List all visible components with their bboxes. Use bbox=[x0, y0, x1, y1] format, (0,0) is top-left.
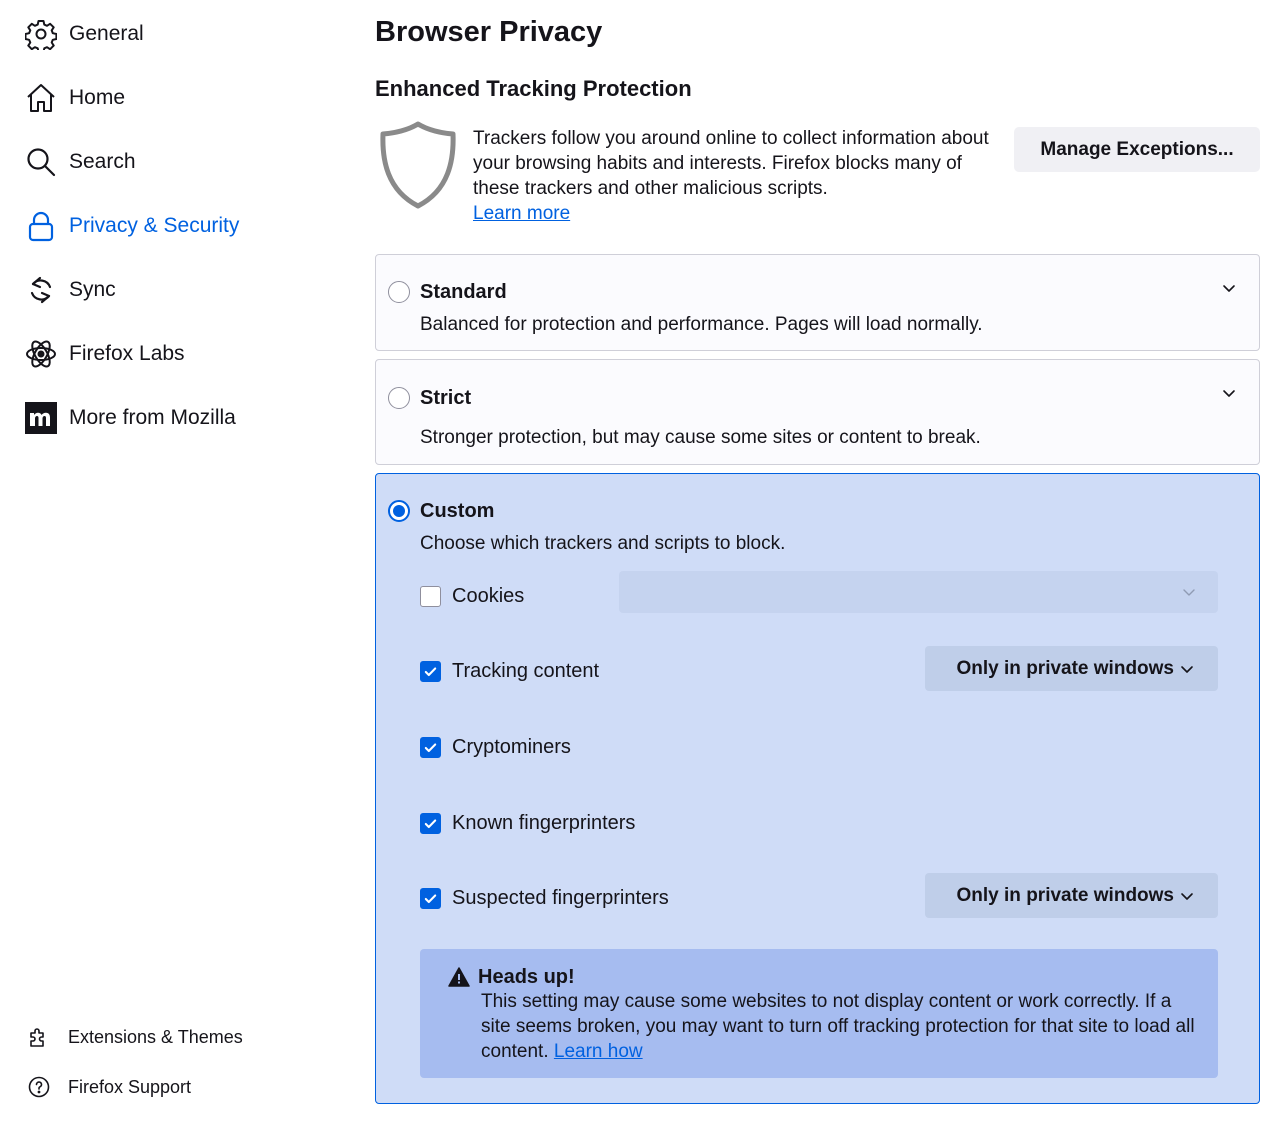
option-strict-card[interactable] bbox=[375, 359, 1260, 465]
chevron-down-icon bbox=[1180, 889, 1194, 903]
sidebar-item-label: Home bbox=[69, 86, 126, 109]
tracking-content-checkbox-row[interactable] bbox=[420, 656, 599, 686]
strict-title: Strict bbox=[420, 387, 472, 409]
chevron-down-icon bbox=[1182, 585, 1196, 599]
checkbox-label: Cryptominers bbox=[452, 735, 571, 758]
cookies-checkbox[interactable] bbox=[420, 586, 441, 607]
option-custom-card[interactable] bbox=[375, 473, 1260, 1104]
warning-icon bbox=[448, 966, 470, 988]
sidebar-item-label: Search bbox=[69, 150, 136, 173]
standard-description: Balanced for protection and performance. Pages will load normally. bbox=[420, 314, 983, 335]
sidebar-item-firefox-labs[interactable] bbox=[24, 334, 185, 374]
checkbox-label: Known fingerprinters bbox=[452, 811, 636, 834]
sidebar-item-search[interactable] bbox=[24, 142, 136, 182]
sidebar bbox=[0, 0, 330, 1130]
page-title: Browser Privacy bbox=[375, 16, 603, 48]
home-icon bbox=[24, 81, 58, 115]
etp-description-text: Trackers follow you around online to collect information about your browsing habits and interests. Firefox blocks many of these trackers and other malicious scripts. bbox=[473, 128, 989, 199]
section-title: Enhanced Tracking Protection bbox=[375, 76, 692, 101]
suspected-fingerprinters-checkbox-row[interactable] bbox=[420, 883, 669, 913]
checkmark-icon bbox=[423, 816, 438, 831]
standard-radio[interactable] bbox=[388, 281, 410, 303]
sidebar-item-sync[interactable] bbox=[24, 270, 116, 310]
sidebar-item-label: Sync bbox=[69, 278, 116, 301]
custom-radio[interactable] bbox=[388, 500, 410, 522]
checkmark-icon bbox=[423, 740, 438, 755]
warning-title: Heads up! bbox=[478, 966, 575, 988]
warning-text bbox=[481, 989, 1201, 1064]
cryptominers-checkbox[interactable] bbox=[420, 737, 441, 758]
checkbox-label: Suspected fingerprinters bbox=[452, 886, 669, 909]
learn-how-link[interactable]: Learn how bbox=[553, 1041, 643, 1062]
checkbox-label: Cookies bbox=[452, 584, 525, 607]
standard-title: Standard bbox=[420, 281, 507, 303]
dropdown-value: Only in private windows bbox=[956, 657, 1174, 679]
chevron-down-icon bbox=[1180, 662, 1194, 676]
shield-icon bbox=[377, 120, 459, 210]
chevron-down-icon[interactable] bbox=[1221, 385, 1237, 401]
help-icon bbox=[26, 1074, 52, 1100]
dropdown-value: Only in private windows bbox=[956, 884, 1174, 906]
warning-body: This setting may cause some websites to not display content or work correctly. If a site seems broken, you may want to turn off tracking protection for that site to load all content. bbox=[481, 991, 1195, 1062]
suspected-fingerprinters-checkbox[interactable] bbox=[420, 888, 441, 909]
heads-up-warning bbox=[420, 949, 1218, 1078]
sidebar-item-privacy-security[interactable] bbox=[24, 206, 239, 246]
mozilla-logo-icon bbox=[24, 401, 58, 435]
checkbox-label: Tracking content bbox=[452, 659, 600, 682]
strict-radio[interactable] bbox=[388, 387, 410, 409]
cryptominers-checkbox-row[interactable] bbox=[420, 732, 571, 762]
sidebar-footer-firefox-support[interactable] bbox=[26, 1071, 191, 1103]
tracking-content-checkbox[interactable] bbox=[420, 661, 441, 682]
atom-icon bbox=[24, 337, 58, 371]
sidebar-footer-label: Extensions & Themes bbox=[68, 1026, 243, 1047]
learn-more-link[interactable]: Learn more bbox=[473, 203, 571, 224]
sidebar-footer-label: Firefox Support bbox=[68, 1076, 192, 1097]
suspected-fingerprinters-dropdown[interactable] bbox=[925, 873, 1218, 918]
strict-description: Stronger protection, but may cause some sites or content to break. bbox=[420, 427, 981, 448]
custom-description: Choose which trackers and scripts to block. bbox=[420, 533, 786, 554]
known-fingerprinters-checkbox[interactable] bbox=[420, 813, 441, 834]
checkmark-icon bbox=[423, 891, 438, 906]
sidebar-item-home[interactable] bbox=[24, 78, 125, 118]
puzzle-icon bbox=[26, 1024, 52, 1050]
sidebar-item-label: More from Mozilla bbox=[69, 406, 236, 429]
tracking-content-dropdown[interactable] bbox=[925, 646, 1218, 691]
manage-exceptions-button[interactable]: Manage Exceptions... bbox=[1014, 127, 1260, 172]
custom-title: Custom bbox=[420, 500, 495, 522]
chevron-down-icon[interactable] bbox=[1221, 280, 1237, 296]
sidebar-item-label: Privacy & Security bbox=[69, 214, 240, 237]
known-fingerprinters-checkbox-row[interactable] bbox=[420, 808, 635, 838]
gear-icon bbox=[24, 17, 58, 51]
cookies-dropdown[interactable] bbox=[619, 571, 1218, 613]
sync-icon bbox=[24, 273, 58, 307]
option-standard-card[interactable] bbox=[375, 254, 1260, 351]
sidebar-item-more-from-mozilla[interactable] bbox=[24, 398, 236, 438]
etp-description bbox=[473, 126, 993, 226]
sidebar-footer-extensions-themes[interactable] bbox=[26, 1021, 243, 1053]
sidebar-item-label: Firefox Labs bbox=[69, 342, 185, 365]
cookies-checkbox-row[interactable] bbox=[420, 581, 524, 611]
search-icon bbox=[24, 145, 58, 179]
checkmark-icon bbox=[423, 664, 438, 679]
sidebar-item-general[interactable] bbox=[24, 14, 144, 54]
lock-icon bbox=[24, 209, 58, 243]
sidebar-item-label: General bbox=[69, 22, 144, 45]
